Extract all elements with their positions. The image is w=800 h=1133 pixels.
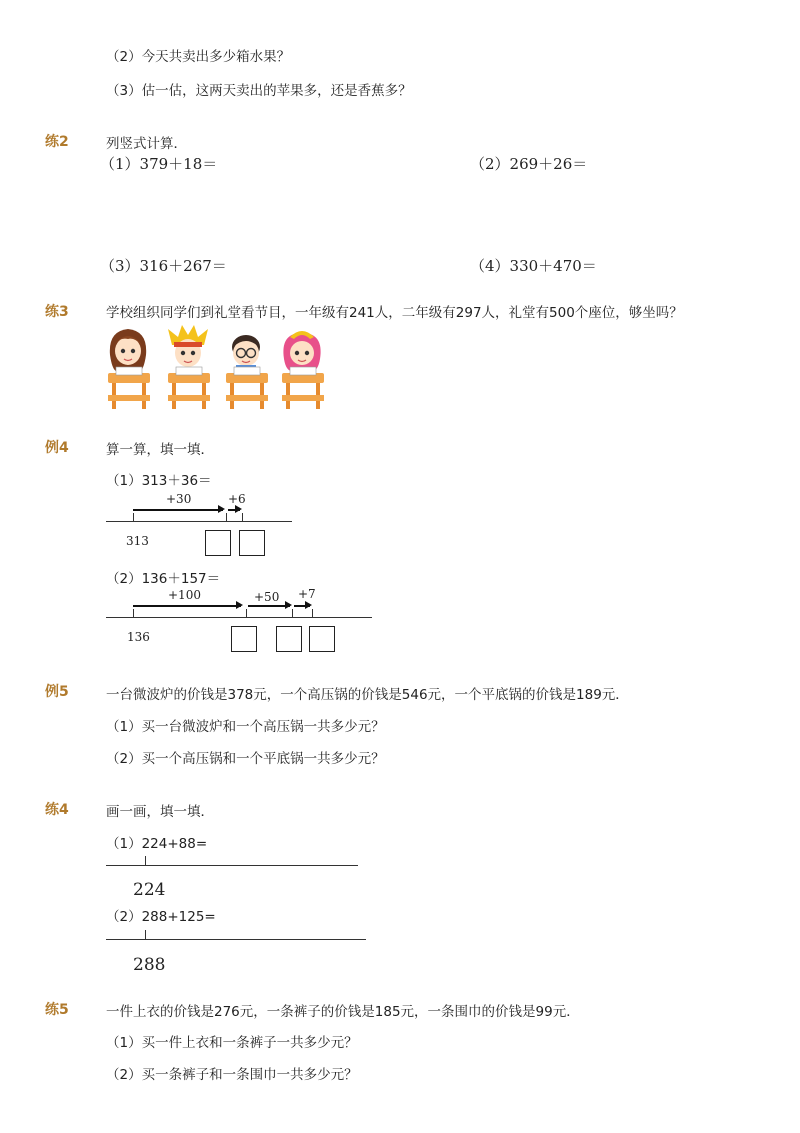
number-line-1-start-value: 313 [126, 534, 149, 548]
answer-box[interactable] [231, 626, 257, 652]
number-line-2-step-2-label: +50 [254, 590, 280, 604]
lian4-number-line-2-tick [145, 930, 146, 940]
lian2-title: 列竖式计算． [106, 136, 187, 152]
lian3-text: 学校组织同学们到礼堂看节目，一年级有241人，二年级有297人，礼堂有500个座位，够坐吗？ [106, 305, 683, 321]
answer-box[interactable] [276, 626, 302, 652]
li4-problem-2: （2）136＋157＝ [106, 571, 221, 587]
number-line-1-tick-end [242, 513, 243, 521]
lian2-problem-3: （3）316＋267＝ [100, 257, 227, 275]
number-line-2-start-value: 136 [127, 630, 150, 644]
lian4-number-line-2-start: 288 [133, 955, 166, 975]
number-line-2-arrow-1 [133, 605, 241, 607]
li5-text: 一台微波炉的价钱是378元，一个高压锅的价钱是546元，一个平底锅的价钱是189元． [106, 687, 629, 703]
number-line-2-tick-a [246, 609, 247, 617]
number-line-1-tick-start [133, 513, 134, 521]
lian5-question-1: （1）买一件上衣和一条裤子一共多少元？ [106, 1035, 358, 1051]
question-3-text: （3）估一估，这两天卖出的苹果多，还是香蕉多？ [106, 83, 412, 99]
section-label-lian2: 练2 [45, 134, 69, 150]
section-label-lian4: 练4 [45, 802, 69, 818]
lian4-problem-1: （1）224+88= [106, 836, 208, 852]
number-line-2 [106, 617, 372, 618]
number-line-2-tick-b [292, 609, 293, 617]
lian4-number-line-1-tick [145, 856, 146, 866]
number-line-1-step-2-label: +6 [228, 492, 246, 506]
lian2-problem-2: （2）269＋26＝ [470, 155, 588, 173]
number-line-2-step-1-label: +100 [168, 588, 201, 602]
question-2-text: （2）今天共卖出多少箱水果？ [106, 49, 291, 65]
answer-box[interactable] [309, 626, 335, 652]
answer-box[interactable] [239, 530, 265, 556]
number-line-2-step-3-label: +7 [298, 587, 316, 601]
students-at-desks-illustration [104, 325, 332, 411]
li5-question-2: （2）买一个高压锅和一个平底锅一共多少元？ [106, 751, 385, 767]
section-label-lian5: 练5 [45, 1002, 69, 1018]
number-line-2-arrow-3 [294, 605, 310, 607]
number-line-2-tick-end [312, 609, 313, 617]
lian4-number-line-1 [106, 865, 358, 866]
li5-question-1: （1）买一台微波炉和一个高压锅一共多少元？ [106, 719, 385, 735]
lian4-problem-2: （2）288+125= [106, 909, 216, 925]
section-label-li5: 例5 [45, 684, 69, 700]
number-line-2-tick-start [133, 609, 134, 617]
number-line-1-step-1-label: +30 [166, 492, 192, 506]
lian4-title: 画一画，填一填． [106, 804, 214, 820]
lian4-number-line-1-start: 224 [133, 880, 166, 900]
number-line-1-arrow-1 [133, 509, 223, 511]
number-line-1-arrow-2 [228, 509, 240, 511]
number-line-1 [106, 521, 292, 522]
number-line-1-tick-mid [226, 513, 227, 521]
lian2-problem-1: （1）379＋18＝ [100, 155, 218, 173]
li4-problem-1: （1）313＋36＝ [106, 473, 212, 489]
section-label-li4: 例4 [45, 440, 69, 456]
answer-box[interactable] [205, 530, 231, 556]
lian5-question-2: （2）买一条裤子和一条围巾一共多少元？ [106, 1067, 358, 1083]
li4-title: 算一算，填一填． [106, 442, 214, 458]
section-label-lian3: 练3 [45, 304, 69, 320]
number-line-2-arrow-2 [248, 605, 290, 607]
lian2-problem-4: （4）330＋470＝ [470, 257, 597, 275]
lian5-text: 一件上衣的价钱是276元，一条裤子的价钱是185元，一条围巾的价钱是99元． [106, 1004, 580, 1020]
